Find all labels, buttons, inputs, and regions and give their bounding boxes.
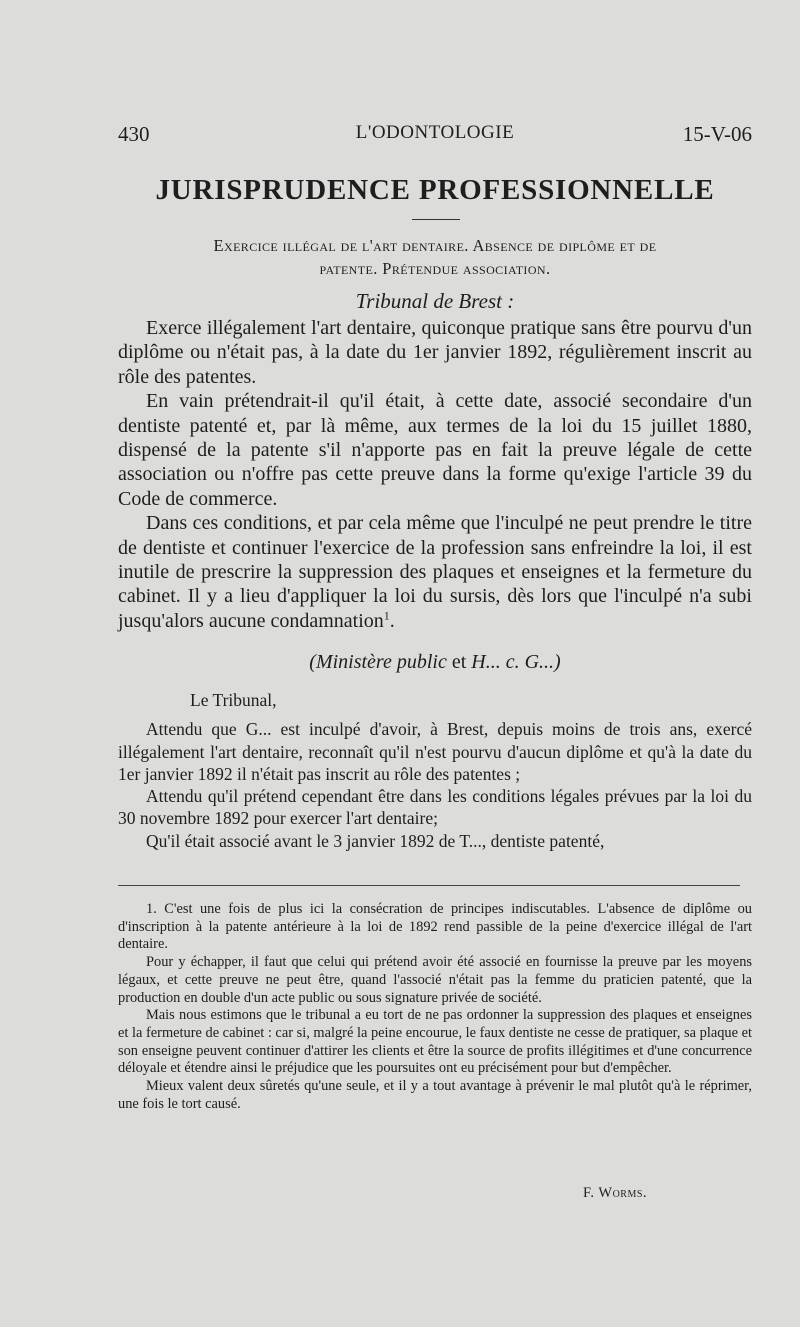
- summary-paragraph-2: En vain prétendrait-il qu'il était, à cette date, associé secondaire d'un dentiste patenté et, par là même, aux termes de la loi du 15 juillet 1880, dispensé de la patente s'il n'apporte pas en fait la preuve légale de cette association ou n'offre pas cette preuve dans la forme qu'exige l'article 39 du Code de commerce.: [118, 390, 752, 510]
- case-summary: [118, 316, 752, 633]
- judgment-paragraph-2: Attendu qu'il prétend cependant être dans les conditions légales prévues par la loi du 30 novembre 1892 pour exercer l'art dentaire;: [118, 786, 752, 829]
- footnote-paragraph-3: Mais nous estimons que le tribunal a eu tort de ne pas ordonner la suppression des plaques et enseignes et la fermeture de cabinet : car si, malgré la peine encourue, le faux dentiste ne cesse de pratiquer, sa plaque et son enseigne peuvent continuer d'attirer les clients et être la source de profits illégitimes et d'une concurrence déloyale et étendre ainsi le préjudice que les poursuites ont eu précisément pour but d'empêcher.: [118, 1007, 752, 1077]
- footnote-paragraph-1: 1. C'est une fois de plus ici la consécration de principes indiscutables. L'absence de diplôme ou d'inscription à la patente antérieure à la loi de 1892 rend passible de la peine d'exercice illégal de l'art dentaire.: [118, 901, 752, 953]
- section-title: JURISPRUDENCE PROFESSIONNELLE: [155, 174, 715, 206]
- footnote-reference: 1: [383, 608, 390, 623]
- issue-date: 15-V-06: [682, 122, 752, 146]
- judgment-paragraph-3: Qu'il était associé avant le 3 janvier 1892 de T..., dentiste patenté,: [146, 830, 605, 851]
- footnote-paragraph-2: Pour y échapper, il faut que celui qui prétend avoir été associé en fournisse la preuve par les moyens légaux, et cette preuve ne peut être, quand l'associé n'était pas la femme du praticien patenté, que la production en double d'un acte public ou sous signature privée de société.: [118, 954, 752, 1006]
- court-name: Tribunal de Brest :: [355, 289, 515, 313]
- summary-paragraph-3: [118, 511, 752, 633]
- article-subtitle: [118, 234, 752, 280]
- summary-paragraph-1: Exerce illégalement l'art dentaire, quiconque pratique sans être pourvu d'un diplôme ou n'était pas, à la date du 1er janvier 1892, régulièrement inscrit au rôle des patentes.: [118, 317, 752, 388]
- case-parties: [118, 651, 752, 674]
- summary-paragraph-3-end: .: [389, 609, 395, 632]
- title-divider: [412, 219, 460, 220]
- footnote-divider: [118, 885, 740, 886]
- subtitle-line-2: patente. Prétendue association.: [319, 259, 551, 278]
- subtitle-line-1: Exercice illégal de l'art dentaire. Absence de diplôme et de: [213, 236, 657, 255]
- judgment-paragraph-1: Attendu que G... est inculpé d'avoir, à Brest, depuis moins de trois ans, exercé illégalement l'art dentaire, reconnaît qu'il n'est pourvu d'aucun diplôme et qu'à la date du 1er janvier 1892 il n'était pas inscrit au rôle des patentes ;: [118, 719, 752, 784]
- running-header: [118, 122, 752, 150]
- parties-part-3: H... c. G...): [471, 651, 561, 673]
- judgment-text: [118, 689, 752, 852]
- page-number: 430: [118, 122, 150, 146]
- judgment-tribunal: Le Tribunal,: [190, 690, 277, 710]
- author-signature: F. Worms.: [583, 1185, 648, 1201]
- journal-title: L'ODONTOLOGIE: [355, 122, 515, 143]
- summary-paragraph-3-text: Dans ces conditions, et par cela même que l'inculpé ne peut prendre le titre de dentiste et continuer l'exercice de la profession sans enfreindre la loi, il est inutile de prescrire la suppression des plaques et enseignes et la fermeture du cabinet. Il y a lieu d'appliquer la loi du sursis, dès lors que l'inculpé n'a subi jusqu'alors aucune condamnation: [118, 512, 752, 632]
- footnotes: [118, 901, 752, 1113]
- parties-part-2: et: [446, 651, 472, 673]
- parties-part-1: (Ministère public: [309, 651, 447, 673]
- footnote-paragraph-4: Mieux valent deux sûretés qu'une seule, et il y a tout avantage à prévenir le mal plutôt qu'à le réprimer, une fois le tort causé.: [118, 1078, 752, 1112]
